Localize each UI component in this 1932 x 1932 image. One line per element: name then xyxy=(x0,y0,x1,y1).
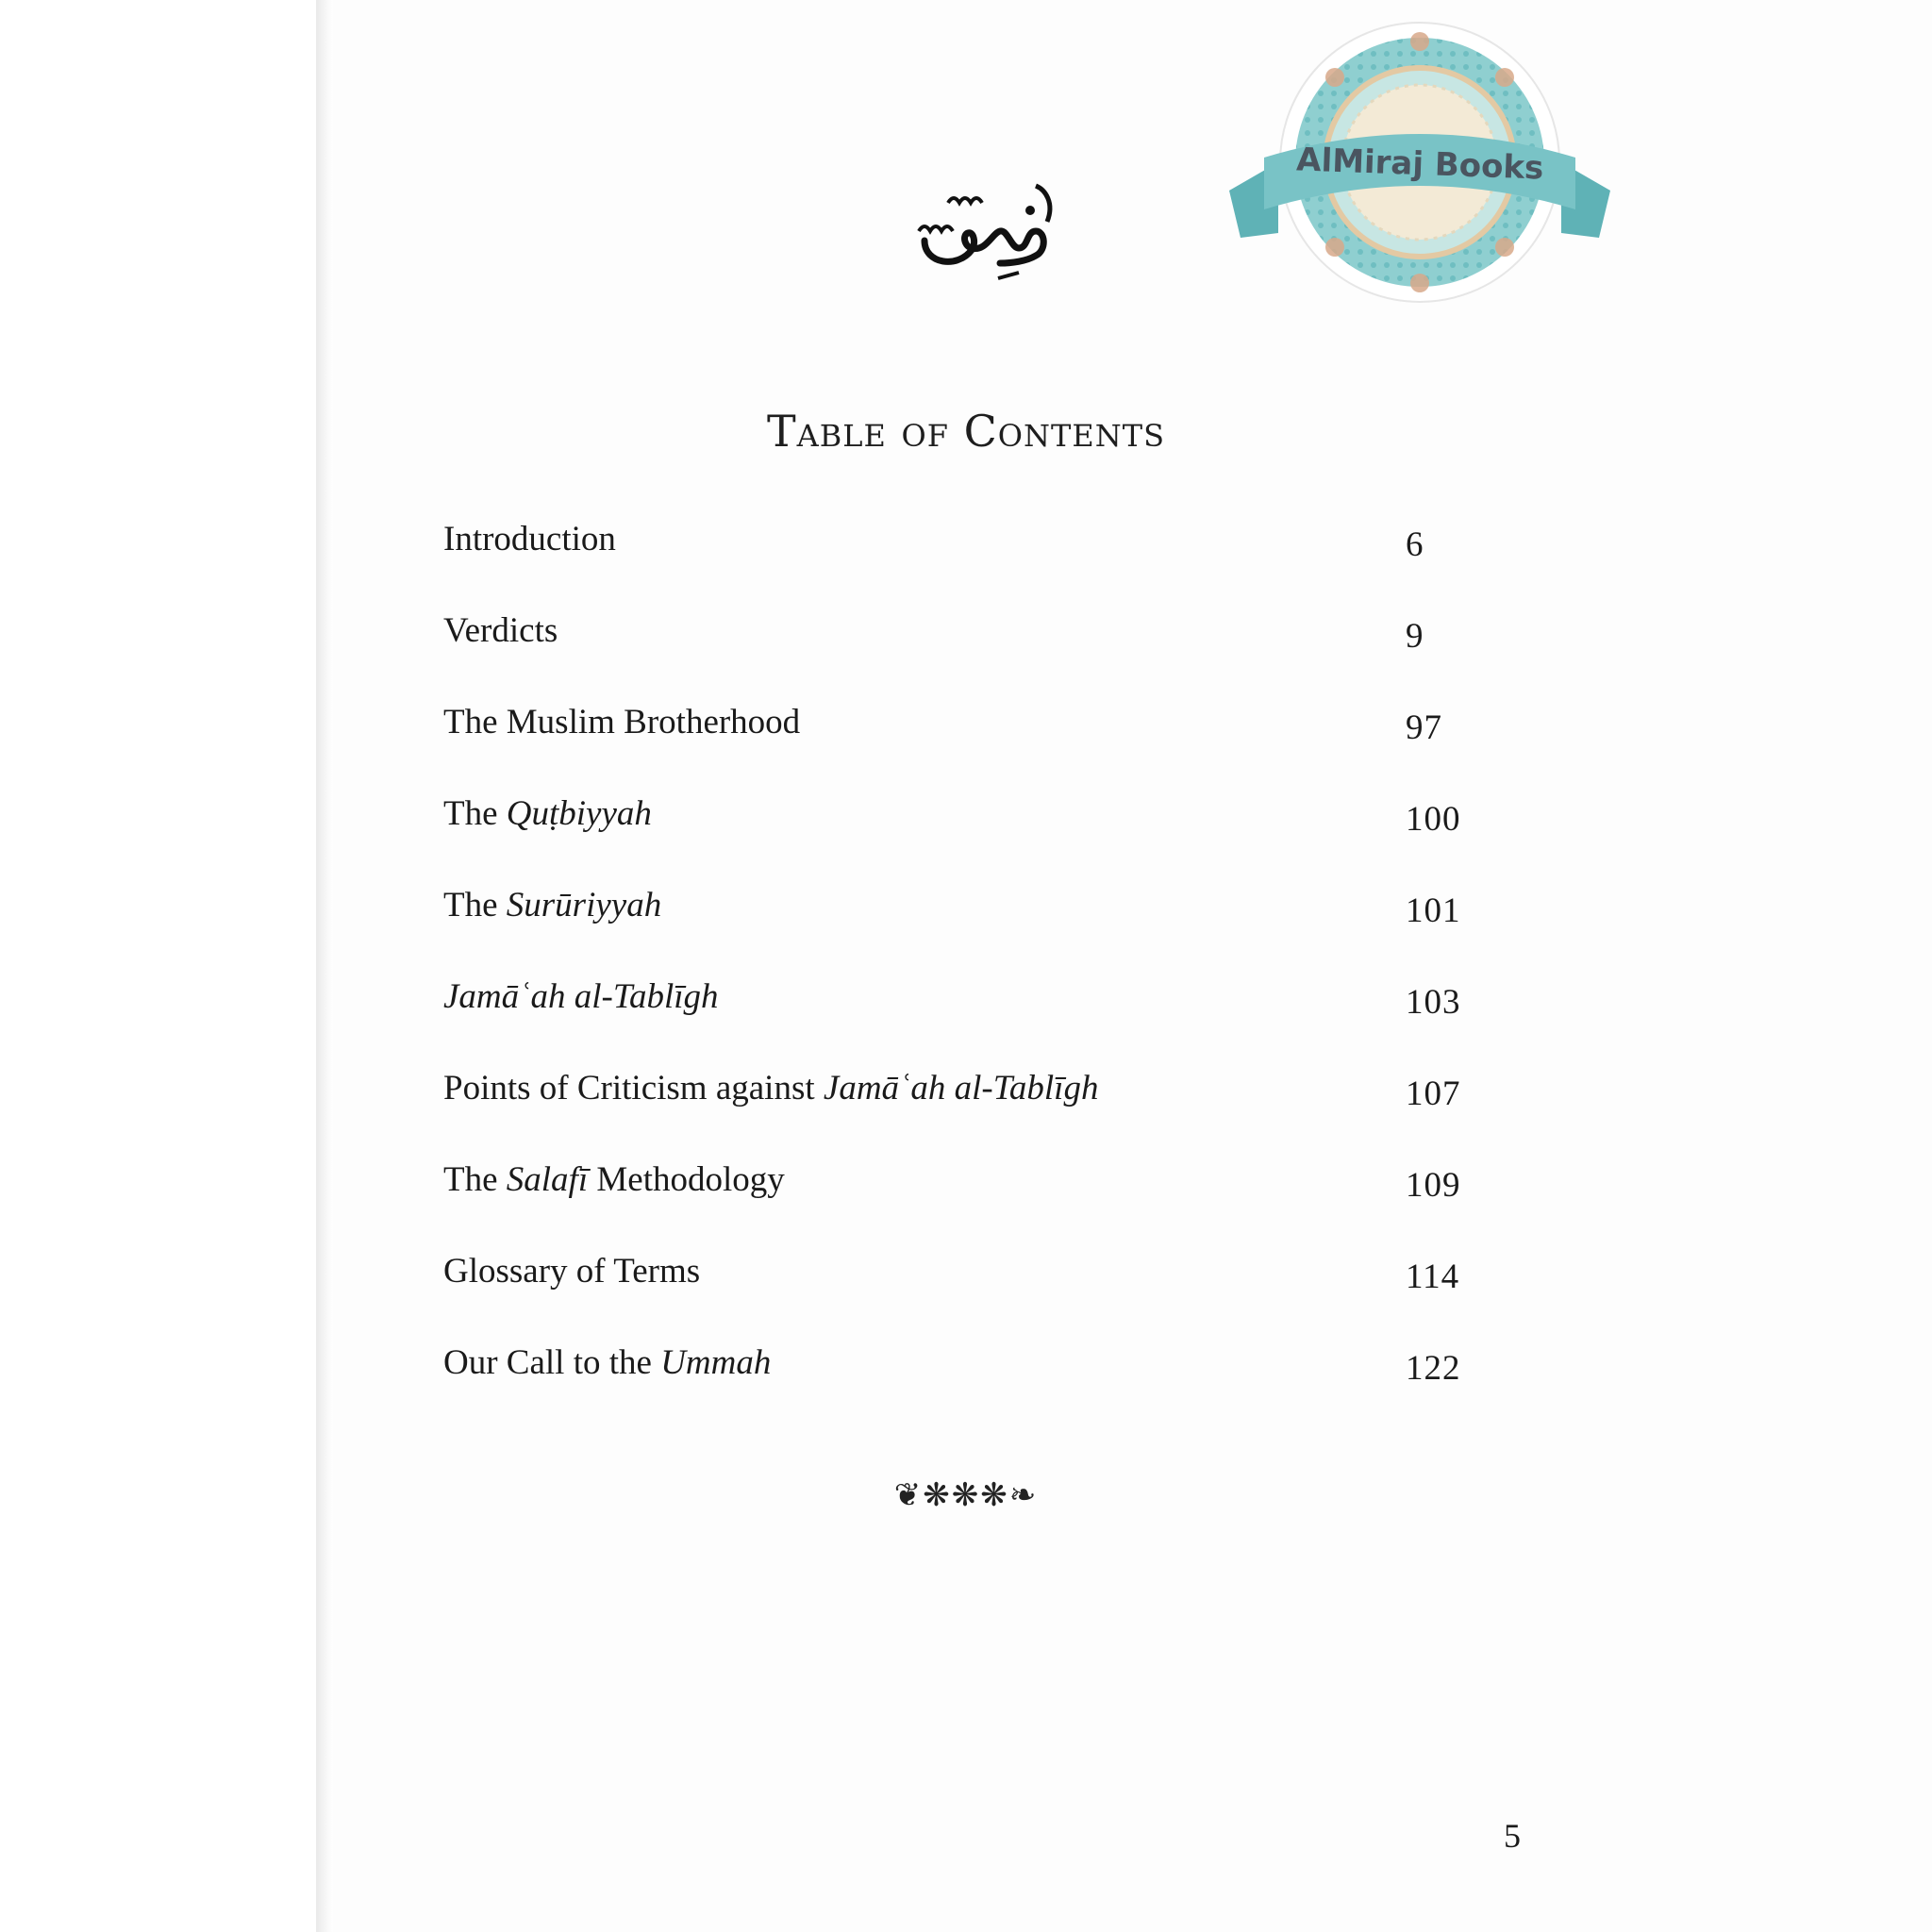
arabic-title-text: فهرس xyxy=(906,85,1141,186)
toc-row xyxy=(443,1333,1481,1424)
toc-title-part: The xyxy=(443,886,507,924)
toc-row xyxy=(443,1241,1481,1333)
toc-title-part: Glossary of Terms xyxy=(443,1252,701,1291)
toc-page-number: 6 xyxy=(1406,525,1424,564)
table-of-contents xyxy=(443,509,1481,1424)
toc-title-part: Points of Criticism against xyxy=(443,1069,824,1108)
toc-page-number: 97 xyxy=(1406,708,1442,747)
toc-page-number: 100 xyxy=(1406,800,1461,839)
page-gutter xyxy=(316,0,333,1932)
page-number: 5 xyxy=(1504,1817,1521,1855)
toc-page-number: 122 xyxy=(1406,1349,1461,1388)
toc-row xyxy=(443,875,1481,967)
logo-text: AlMiraj Books xyxy=(1295,141,1544,188)
toc-row xyxy=(443,1058,1481,1150)
toc-page-number: 9 xyxy=(1406,617,1424,656)
publisher-logo xyxy=(1222,21,1618,304)
toc-page-number: 101 xyxy=(1406,891,1461,930)
toc-title-part: Verdicts xyxy=(443,611,558,650)
toc-row xyxy=(443,1150,1481,1241)
toc-row xyxy=(443,692,1481,784)
toc-title-part: Our Call to the xyxy=(443,1343,661,1382)
toc-title-part: Jamāʿah al-Tablīgh xyxy=(823,1069,1099,1108)
toc-title-part: Ummah xyxy=(660,1343,772,1382)
toc-title-part: Jamāʿah al-Tablīgh xyxy=(443,977,719,1016)
arabic-title xyxy=(906,85,1141,288)
toc-entry-title xyxy=(443,793,652,834)
toc-page-number: 103 xyxy=(1406,983,1461,1022)
toc-entry-title xyxy=(443,1068,1098,1108)
toc-title-part: Surūriyyah xyxy=(506,886,662,924)
page-background-left xyxy=(0,0,316,1932)
toc-page-number: 109 xyxy=(1406,1166,1461,1205)
toc-page-number: 107 xyxy=(1406,1074,1461,1113)
toc-row xyxy=(443,509,1481,601)
toc-title-part: Introduction xyxy=(443,520,616,558)
toc-entry-title xyxy=(443,1159,785,1200)
toc-title-part: Salafī xyxy=(506,1160,589,1199)
toc-entry-title xyxy=(443,610,558,651)
toc-entry-title xyxy=(443,702,800,742)
page-title: Table of Contents xyxy=(767,406,1165,457)
ornament-divider: ❦❋❋❋❧ xyxy=(893,1476,1039,1514)
toc-page-number: 114 xyxy=(1406,1257,1460,1296)
toc-entry-title xyxy=(443,976,719,1017)
toc-title-part: The xyxy=(443,794,507,833)
toc-title-part: Methodology xyxy=(588,1160,785,1199)
toc-entry-title xyxy=(443,519,616,559)
toc-entry-title xyxy=(443,885,661,925)
toc-row xyxy=(443,601,1481,692)
toc-entry-title xyxy=(443,1251,700,1291)
toc-row xyxy=(443,967,1481,1058)
toc-title-part: The xyxy=(443,1160,507,1199)
toc-row xyxy=(443,784,1481,875)
toc-entry-title xyxy=(443,1342,771,1383)
toc-title-part: Quṭbiyyah xyxy=(506,794,652,833)
arabic-calligraphy-icon xyxy=(906,85,1141,288)
toc-title-part: The Muslim Brotherhood xyxy=(443,703,801,741)
